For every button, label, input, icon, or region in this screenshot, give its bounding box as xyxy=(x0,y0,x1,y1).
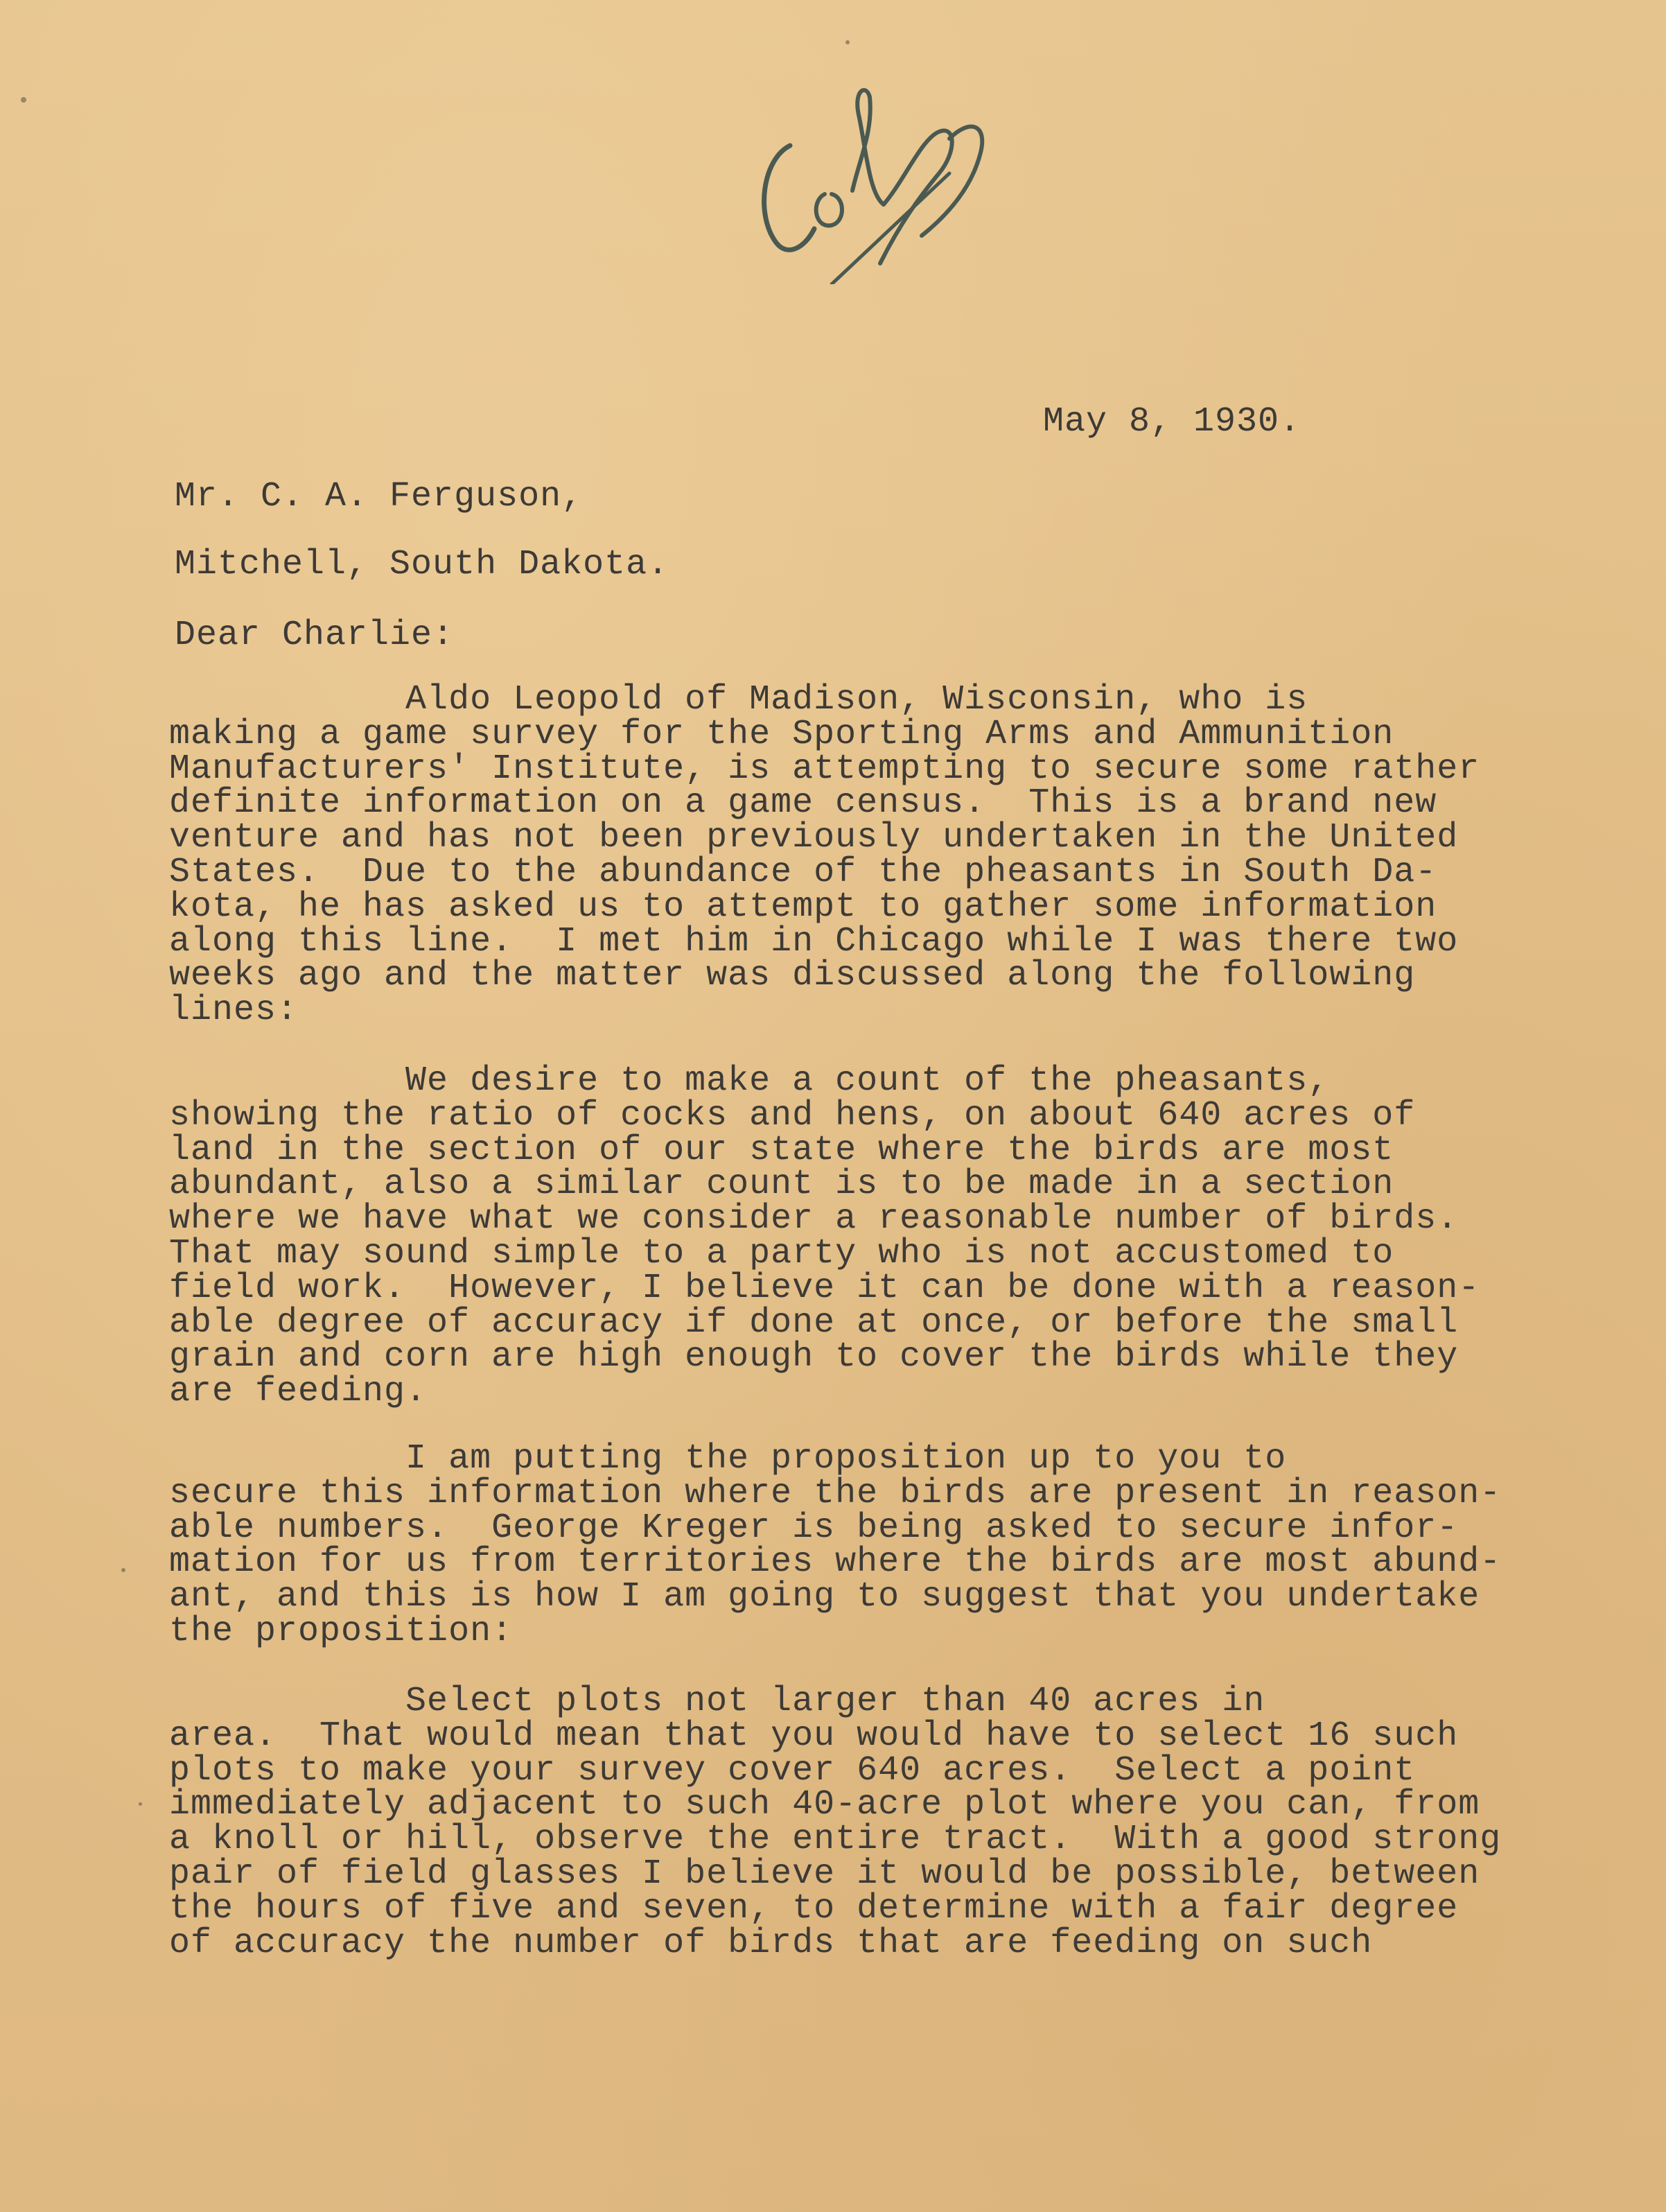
paper-speck xyxy=(121,1568,125,1572)
paragraph-line: grain and corn are high enough to cover the birds while they xyxy=(169,1337,1459,1377)
paragraph-line: venture and has not been previously undertaken in the United xyxy=(169,818,1459,858)
paragraph-line: States. Due to the abundance of the pheasants in South Da- xyxy=(169,852,1437,892)
paper-speck xyxy=(21,97,26,103)
paragraph-line: weeks ago and the matter was discussed along the following xyxy=(169,956,1416,996)
paragraph-3 xyxy=(169,1439,1502,1651)
paragraph-line: plots to make your survey cover 640 acres. Select a point xyxy=(169,1750,1416,1791)
letter-date: May 8, 1930. xyxy=(1043,402,1301,442)
paragraph-line: Aldo Leopold of Madison, Wisconsin, who is xyxy=(169,680,1308,720)
paragraph-line: ant, and this is how I am going to suggest that you undertake xyxy=(169,1577,1480,1617)
paragraph-line: lines: xyxy=(169,991,299,1031)
paragraph-line: immediately adjacent to such 40-acre plot where you can, from xyxy=(169,1785,1480,1825)
paragraph-line: a knoll or hill, observe the entire tract. With a good strong xyxy=(169,1820,1502,1860)
paragraph-line: I am putting the proposition up to you to xyxy=(169,1439,1287,1479)
paper-speck xyxy=(845,40,850,44)
paragraph-line: along this line. I met him in Chicago while I was there two xyxy=(169,921,1459,961)
paragraph-line: We desire to make a count of the pheasants, xyxy=(169,1061,1330,1101)
paragraph-line: area. That would mean that you would have to select 16 such xyxy=(169,1716,1459,1756)
paragraph-line: Select plots not larger than 40 acres in xyxy=(169,1682,1265,1721)
paragraph-line: That may sound simple to a party who is not accustomed to xyxy=(169,1233,1394,1273)
paragraph-4 xyxy=(169,1682,1502,1963)
paragraph-line: able degree of accuracy if done at once, or before the small xyxy=(169,1303,1459,1343)
copy-handwritten-annotation xyxy=(748,55,1012,284)
paragraph-line: showing the ratio of cocks and hens, on about 640 acres of xyxy=(169,1095,1416,1135)
paragraph-line: Manufacturers' Institute, is attempting to secure some rather xyxy=(169,749,1480,789)
paragraph-line: the hours of five and seven, to determine with a fair degree xyxy=(169,1888,1459,1928)
paragraph-1 xyxy=(169,680,1480,1031)
recipient-city: Mitchell, South Dakota. xyxy=(175,545,669,584)
paragraph-line: mation for us from territories where the birds are most abund- xyxy=(169,1542,1502,1583)
paragraph-line: where we have what we consider a reasonable number of birds. xyxy=(169,1199,1459,1239)
paragraph-line: making a game survey for the Sporting Arms and Ammunition xyxy=(169,714,1394,754)
paragraph-line: of accuracy the number of birds that are feeding on such xyxy=(169,1923,1373,1963)
paragraph-line: pair of field glasses I believe it would be possible, between xyxy=(169,1854,1480,1894)
paragraph-line: field work. However, I believe it can be done with a reason- xyxy=(169,1268,1480,1308)
paragraph-line: land in the section of our state where the birds are most xyxy=(169,1130,1394,1170)
salutation: Dear Charlie: xyxy=(175,616,455,655)
paragraph-line: secure this information where the birds are present in reason- xyxy=(169,1473,1502,1513)
recipient-name: Mr. C. A. Ferguson, xyxy=(175,477,584,516)
paragraph-line: definite information on a game census. This is a brand new xyxy=(169,783,1437,824)
paragraph-2 xyxy=(169,1061,1480,1412)
paragraph-line: abundant, also a similar count is to be made in a section xyxy=(169,1165,1394,1205)
paragraph-line: the proposition: xyxy=(169,1611,514,1651)
paragraph-line: are feeding. xyxy=(169,1372,428,1412)
paper-speck xyxy=(139,1802,142,1806)
paragraph-line: kota, he has asked us to attempt to gather some information xyxy=(169,887,1437,927)
paragraph-line: able numbers. George Kreger is being asked to secure infor- xyxy=(169,1508,1459,1548)
